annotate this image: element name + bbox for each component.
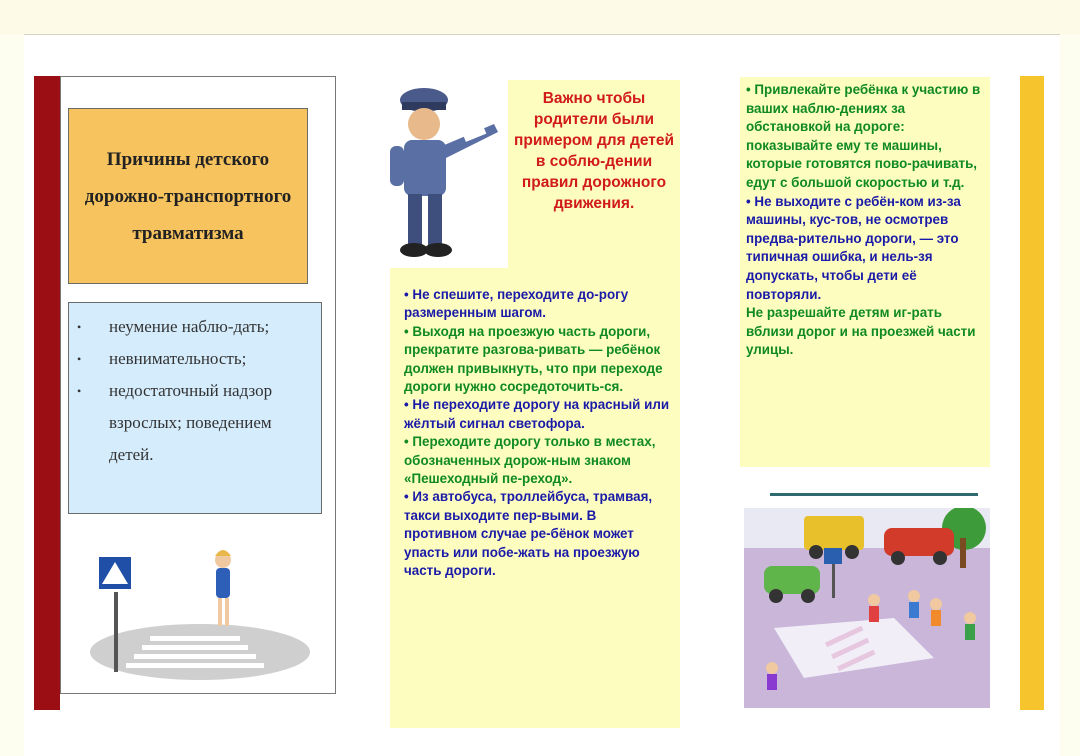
right-rules	[740, 77, 990, 360]
headline-box	[508, 80, 680, 268]
headline-text: Важно чтобы родители были примером для детей в соблю-дении правил дорожного движения.	[514, 90, 674, 212]
right-decorative-bar	[1020, 76, 1044, 710]
causes-title: Причины детского дорожно-транспортного травматизма	[84, 148, 292, 244]
cause-item: • невнимательность;	[77, 349, 247, 368]
rule-text: • Переходите дорогу только в местах, обозначенных дорож-ным знаком «Пешеходный пе-реход».	[404, 434, 656, 487]
rule-text: • Не спешите, переходите до-рогу размеренным шагом.	[404, 287, 629, 321]
section-divider	[770, 493, 978, 496]
rule-text: • Не выходите с ребён-ком из-за машины, кус-тов, не осмотрев предва-рительно дороги, — это типичная ошибка, и нель-зя допускать, чтобы дети её повторяли.	[746, 193, 961, 302]
cause-item: • неумение наблю-дать;	[77, 317, 270, 336]
cause-item: • недостаточный надзор взрослых; поведением детей.	[77, 381, 273, 464]
causes-title-box	[68, 108, 308, 284]
left-decorative-bar	[34, 76, 60, 710]
middle-rules-box	[390, 268, 680, 728]
causes-list	[69, 303, 321, 471]
rule-text: • Не переходите дорогу на красный или жёлтый сигнал светофора.	[404, 397, 670, 431]
rule-text: • Из автобуса, троллейбуса, трамвая, такси выходите пер-выми. В противном случае ре-бёнок может упасть или побе-жать на проезжую часть дороги.	[404, 489, 653, 579]
policeman-illustration	[376, 80, 506, 266]
right-rules-box	[740, 77, 990, 467]
pedestrian-crossing-illustration	[80, 532, 314, 682]
rule-text: • Выходя на проезжую часть дороги, прекратите разгова-ривать — ребёнок должен привыкнуть, что при переходе дороги нужно сосредоточить-ся.	[404, 323, 663, 395]
street-scene-illustration	[744, 508, 990, 708]
middle-rules	[390, 268, 680, 581]
top-margin	[0, 0, 1080, 34]
rule-text: • Привлекайте ребёнка к участию в ваших наблю-дениях за обстановкой на дороге: показывайте ему те машины, которые готовятся пово-рачивать, едут с большой скоростью и т.д.	[746, 82, 981, 190]
causes-list-box	[68, 302, 322, 514]
rule-text: Не разрешайте детям иг-рать вблизи дорог и на проезжей части улицы.	[746, 305, 976, 358]
